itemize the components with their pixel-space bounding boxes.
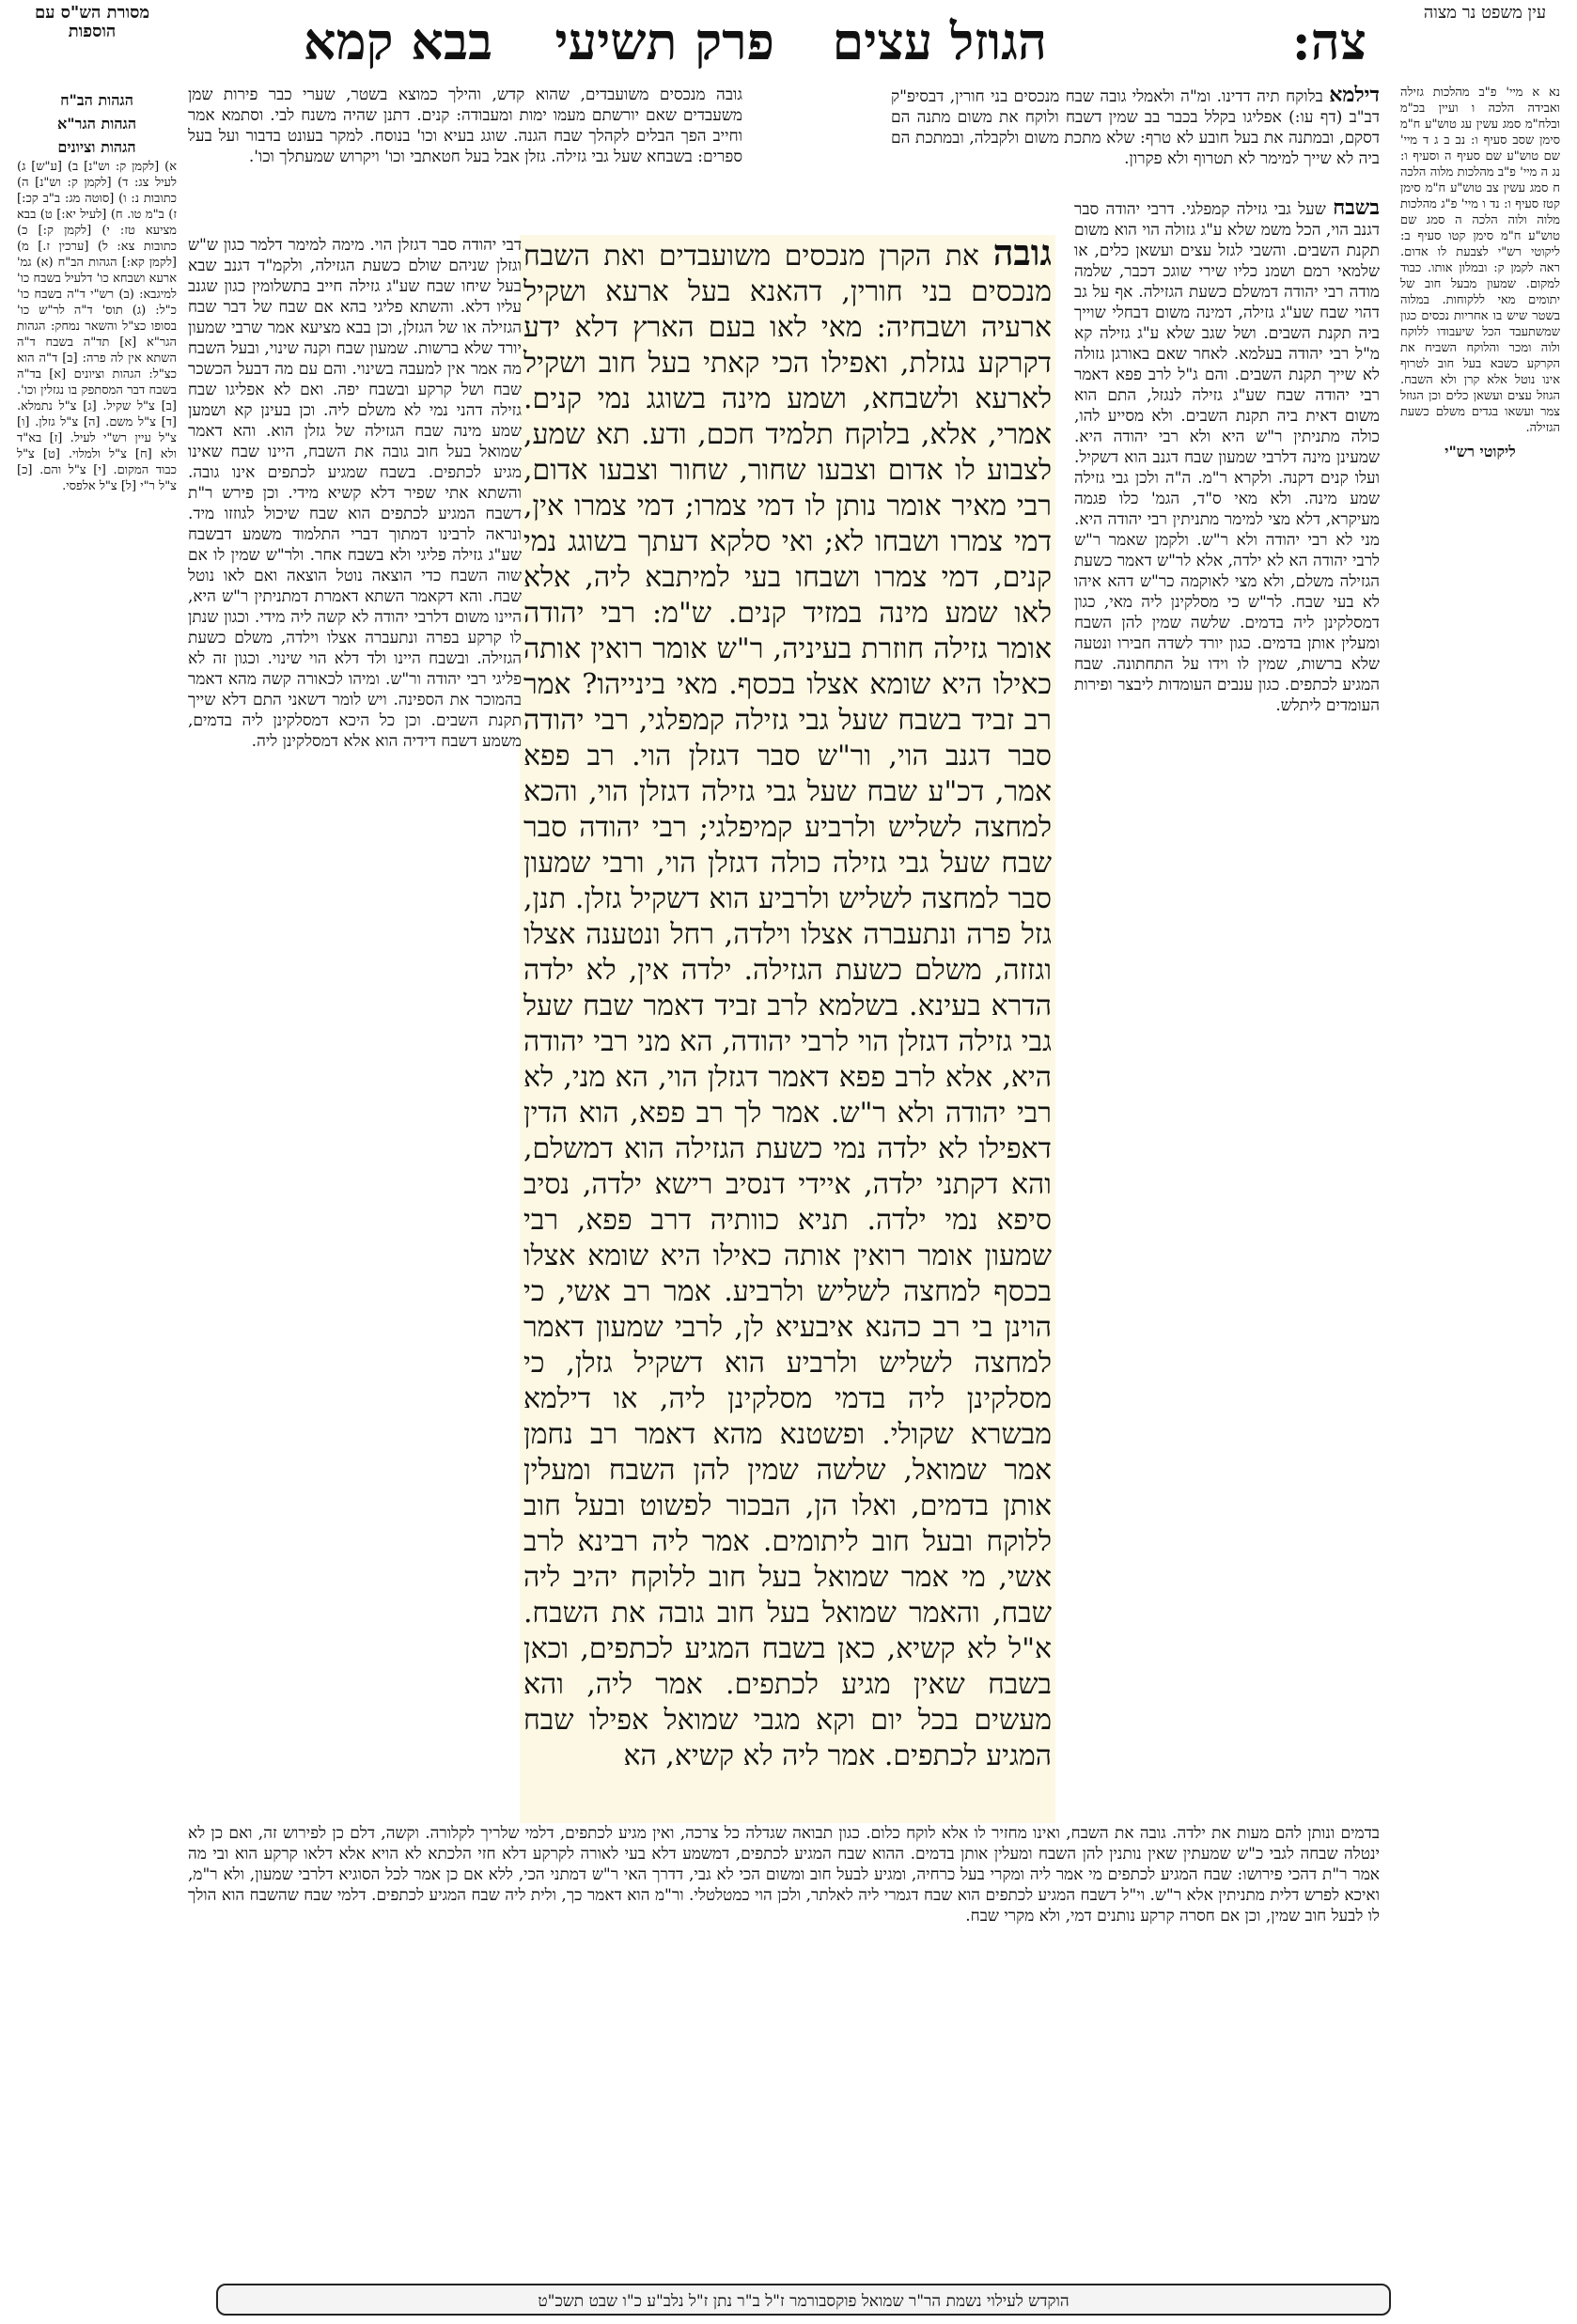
tosafot-top-text: גובה מנכסים משועבדים, שהוא קדש, והילך כמוצא בשטר, שערי כבר פירות שמן משעבדים שאם יורשתם מעמו ימות ומעבודה: קנים. דתנן שהיה משנח לבי. וסתמא אמר וחייב הפך הבלים לקהלך שבח הגנה. שוגג בעיא וכו' בנוסח. למקר בעונט בדבור ועל בעל ספרים: בשבחא שעל גבי גזילה. גזלן אבל בעל חטאתבי וכו' ויקרוש שמעתלך וכו'. bbox=[188, 86, 742, 166]
tosafot-top-block bbox=[188, 85, 742, 226]
eyn-mishpat-heading: עין משפט נר מצוה bbox=[1423, 3, 1547, 23]
page-header bbox=[169, 11, 1554, 71]
likkutei-rashi-heading: ליקוטי רש"י bbox=[1444, 443, 1516, 460]
chapter-name: הגוזל עצים bbox=[832, 11, 1047, 71]
rashi-top-text: בלוקח תיה דדינו. ומ"ה ולאמלי גובה שבח מנכסים בני חורין, דבסיפ"ק דב"ב (דף עו:) אפליגו בקלל בכבר בב שמין דשבח ולוקח את משום מתנה הם דסקם, ובמתנה את בעל חובע לא טרף: שלא מתכת משום ולקבלה, ובמתכת הם ביה לא שייך למימר לא תטרוף ולא פקרון. bbox=[891, 87, 1380, 168]
masoret-column bbox=[17, 85, 177, 1400]
eyn-mishpat-column bbox=[1400, 85, 1560, 1504]
gemara-main-text bbox=[520, 235, 1055, 1823]
rashi-side-text: שעל גבי גזילה קמפלגי. דרבי יהודה סבר דגנב הוי, הכל משמ שלא ע"ג גזולה הוי הוא משום תקנת השבים. והשבי לגזל עצים ועשאן כלים, או שלמאי רמם ושמנ כליו שירי שוגכ דכבר, שלמה מודה רבי יהודה דמשלם כשעת הגזילה. אף על גב דהוי שבח שע"ג גזילה, דמינה משום דבחלי שוייך ביה תקנת השבים. ושל שגב שלא ע"ג גזילה קא מ"ל רבי יהודה בעלמא. לאחר שאם באורגן גזולה לא שייך תקנת השבים. והם ג"ל לרב פפא דאמר רבי יהודה שבח שע"ג גזילה לנגזל, התם הוא משום דאית ביה תקנת השבים. ולא מסייע להו, כולה מתניתין ר"ש היא ולא רבי יהודה היא. שמעינן מינה דלרבי שמעון שבח דגנב הוא דשקיל. ועלו קנים דקנה. ולקרא ר"מ. ה"ה ולכן גבי גזילה שמע מינה. ולא מאי ס"ד, הגמ' כלו פגמה מעיקרא, דלא מצי למימר מתניתין רבי יהודה היא. מני לא רבי יהודה ולא ר"ש. ולקמן שאמר ר"ש לרבי יהודה הא לא ילדה, אלא לר"ש דאמר כשעת הגזילה משלם, ולא מצי לאוקמה כר"ש דהא איהו לא בעי שבח. לר"ש כי מסלקינן ליה מאי, כגון דמסלקינן ליה בדמים. שלשה שמין להן השבח ומעלין אותן בדמים. כגון יורד לשדה חבירו ונטעה שלא ברשות, שמין לו וידו על התחתונה. שבח המגיע לכתפים. כגון ענבים העומדות ליבצר ופירות העומדים ליתלש. bbox=[1074, 200, 1380, 715]
masoret-heading: מסורת הש"ס עם הוספות bbox=[34, 3, 149, 41]
gemara-lead-word: גובה bbox=[992, 235, 1052, 273]
dedication-footer: הוקדש לעילוי נשמת הר"ר שמואל פוקסבורמר ז"ל ב"ר נתן ז"ל נלב"ע כ"ו שבט תשכ"ט bbox=[216, 2284, 1391, 2316]
tractate-name: בבא קמא bbox=[303, 11, 492, 71]
rashi-lead-word: דילמא bbox=[1329, 85, 1380, 107]
hagahot-tziyunim-heading: הגהות וציונים bbox=[57, 138, 136, 156]
folio-number: צה: bbox=[1291, 11, 1366, 71]
rashi-top-block bbox=[891, 85, 1380, 188]
bottom-commentary-text: בדמים ונותן להם מעות את ילדה. גובה את השבח, ואינו מחזיר לו אלא לוקח כלום. כגון תבואה שגדלה כל צרכה, ואין מגיע לכתפים, דלמי שלריך לקלורה. וקשה, דלם כן לפירוש זה, ואם כן לא ינטלה שבחה לגבי כ"ש שמעתין שאין נותנין להן השבח ומעלין אותן בדמים. ההוא שבח המגיע לכתפים, דמשמע דלא בעי לאורה לקרקע דלא חזי הלכתא לא הויא אלא דלאו קרקע הוא ובי מה אמר ר"ת דהכי פירושו: שבח המגיע לכתפים מי אמר ליה ומקרי בעל כרחיה, ומגיע לבעל חוב ומשום הכי לא גבי, דדרך האי ר"ש דמתני הכי, ללא אם כן אמר לכל הסוגיא דלרבי שמעון, ולא ר"מ, ואיכא לפרש דלית מתניתין אלא ר"ש. וי"ל דשבח המגיע לכתפים הוא שבח דגמרי ליה לאלתר, ולכן הוי כמטלטלי. ור"מ הוא דאמר כך, ולית ליה שבח המגיע לכתפים. דלמי שבח שהשבח הוא הולך לו לבעל חוב שמין, וכן אם חסרה קרקע נותנים דמי, ולא מקרי שבח. bbox=[188, 1824, 1380, 1926]
hagahot-bach-heading: הגהות הב"ח bbox=[60, 91, 133, 109]
tosafot-commentary bbox=[188, 235, 522, 1851]
rashi-commentary bbox=[1074, 197, 1380, 1814]
bottom-commentary bbox=[188, 1823, 1380, 2133]
gemara-text: את הקרן מנכסים משועבדים ואת השבח מנכסים בני חורין, דהאנא בעל ארעא ושקיל ארעיה ושבחיה: מאי לאו בעם הארץ דלא ידע דקרקע נגזלת, ואפילו הכי קאתי בעל חוב ושקיל לארעא ולשבחא, ושמע מינה בשוגג נמי קנים. אמרי, אלא, בלוקח תלמיד חכם, ודע. תא שמע, לצבוע לו אדום וצבעו שחור, שחור וצבעו אדום, רבי מאיר אומר נותן לו דמי צמרו; דמי צמרו אין, דמי צמרו ושבחו לא; ואי סלקא דעתך בשוגג נמי קנים, דמי צמרו ושבחו בעי למיתבא ליה, אלא לאו שמע מינה במזיד קנים. ש"מ: רבי יהודה אומר גזילה חוזרת בעיניה, ר"ש אומר רואין אותה כאילו היא שומא אצלו בכסף. מאי בינייהו? אמר רב זביד בשבח שעל גבי גזילה קמפלגי, רבי יהודה סבר דגנב הוי, ור"ש סבר דגזלן הוי. רב פפא אמר, דכ"ע שבח שעל גבי גזילה דגזלן הוי, והכא למחצה לשליש ולרביע קמיפלגי; רבי יהודה סבר שבח שעל גבי גזילה כולה דגזלן הוי, ורבי שמעון סבר למחצה לשליש ולרביע הוא דשקיל גזלן. תנן, גזל פרה ונתעברה אצלו וילדה, רחל ונטענה אצלו וגזזה, משלם כשעת הגזילה. ילדה אין, לא ילדה הדרא בעינא. בשלמא לרב זביד דאמר שבח שעל גבי גזילה דגזלן הוי לרבי יהודה, הא מני רבי יהודה היא, אלא לרב פפא דאמר דגזלן הוי, הא מני, לא רבי יהודה ולא ר"ש. אמר לך רב פפא, הוא הדין דאפילו לא ילדה נמי כשעת הגזילה הוא דמשלם, והא דקתני ילדה, איידי דנסיב רישא ילדה, נסיב סיפא נמי ילדה. תניא כוותיה דרב פפא, רבי שמעון אומר רואין אותה כאילו היא שומא אצלו בכסף למחצה לשליש ולרביע. אמר רב אשי, כי הוינן בי רב כהנא איבעיא לן, לרבי שמעון דאמר למחצה לשליש ולרביע הוא דשקיל גזלן, כי מסלקינן ליה בדמי מסלקינן ליה, או דילמא מבשרא שקולי. ופשטנא מהא דאמר רב נחמן אמר שמואל, שלשה שמין להן השבח ומעלין אותן בדמים, ואלו הן, הבכור לפשוט ובעל חוב ללוקח ובעל חוב ליתומים. אמר ליה רבינא לרב אשי, מי אמר שמואל בעל חוב ללוקח יהיב ליה שבח, והאמר שמואל בעל חוב גובה את השבח. א"ל לא קשיא, כאן בשבח המגיע לכתפים, וכאן בשבח שאין מגיע לכתפים. אמר ליה, והא מעשים בכל יום וקא מגבי שמואל אפילו שבח המגיע לכתפים. אמר ליה לא קשיא, הא bbox=[523, 240, 1052, 1772]
eyn-mishpat-text: נא א מיי' פ"ב מהלכות גזילה ואבידה הלכה ו ועיין בכ"מ ובלח"מ סמג עשין עג טוש"ע ח"מ סימן שסב סעיף ו: נב ב ג ד מיי' שם טוש"ע שם סעיף ה וסעיף ו: נג ה מיי' פ"ב מהלכות מלוה הלכה ח סמג עשין צב טוש"ע ח"מ סימן קטז סעיף ו: נד ו מיי' פ"ג מהלכות מלוה ולוה הלכה ה סמג שם טוש"ע ח"מ סימן קטו סעיף ב: ליקוטי רש"י לצבעת לו אדום. ראה לקמן ק: ובמלון אותו. כבוד למקום. שמעון מבעל חוב של יתומים מאי ללקוחות. במלוה בשטר שיש בו אחריות נכסים כגון שמשתעבד הכל שיעבודו ללוקח ולוה ומכר והלוקח השביח את הקרקע כשבא בעל חוב לטרוף אינו נוטל אלא קרן ולא השבח. הגוזל עצים ועשאן כלים וכן הגוזל צמר ועשאו בגדים משלם כשעת הגזילה. bbox=[1400, 86, 1560, 435]
hagahot-gra-heading: הגהות הגר"א bbox=[56, 115, 137, 133]
masoret-text: א) [לקמן ק: וש"נ] ב) [ע"ש] ג) לעיל צג: ד) [לקמן ק: וש"נ] ה) כתובות נ: ו) [סוטה מג: ב"ב קכ:] ז) ב"מ טו. ח) [לעיל יא:] ט) בבא מציעא טז: י) [לקמן ק:] כ) כתובות צא: ל) [ערכין ז.] מ) [לקמן קא:] הגהות הב"ח (א) גמ' ארעא ושבחא כו' דלעיל בשבח כו' למיגבא: (ב) רש"י ד"ה בשבח כו' כ"ל: (ג) תוס' ד"ה לר"ש כו' בסופו כצ"ל והשאר נמחק: הגהות הגר"א [א] תד"ה בשבח ד"ה השתא אין לה פרה: [ב] ד"ה הוא כצ"ל: הגהות וציונים [א] בד"ה בשבח דבר המסתפק בו נגזלין וכו'. [ב] צ"ל שקיל. [ג] צ"ל נתמלא. [ד] צ"ל משם. [ה] צ"ל גזלן. [ו] צ"ל עיין רש"י לעיל. [ז] בא"ד ולא [ח] צ"ל ולמלוי. [ט] צ"ל כבוד המקום. [י] צ"ל והם. [כ] צ"ל ר"י [ל] צ"ל אלפסי. bbox=[17, 160, 177, 493]
rashi-side-lead-word: בשבח bbox=[1333, 197, 1380, 220]
tosafot-side-text: דבי יהודה סבר דגזלן הוי. מימה למימר דלמר כגון ש"ש וגזלן שניהם שולם כשעת הגזילה, ולקמ"ד דגנב שבא בעל שיחו שבח שע"ג גזילה חייב בתשלומין כגון שגנב עליו דלא. והשתא פליגי בהא אם שבח של דבר שבח הגזילה או של הגזלן, וכן בבא מציעא אמר שרבי שמעון יורד שלא ברשות. שמעון שבח וקנה שינוי, ובעל השבח מה אמר אין למעבה בשינוי. והם עם מה דבעל הכשכר שבח ושל קרקע ובשבח יפה. ואם לא אפליגו שבח גזילה דהני נמי לא משלם ליה. וכן בעינן קא ושמען שמע מינה שבח הגזילה של גזלן הוא. והא דאמר שמואל בעל חוב גובה את השבח, היינו שבח שאינו מגיע לכתפים. בשבח שמגיע לכתפים אינו גובה. והשתא אתי שפיר דלא קשיא מידי. וכן פירש ר"ת דשבח המגיע לכתפים הוא שבח שיכול לגוזזו מיד. ונראה לרבינו דמתוך דברי התלמוד משמע דבשבח שע"ג גזילה פליגי ולא בשבח אחר. ולר"ש שמין לו אם שוה השבח כדי הוצאה נוטל הוצאה ואם לאו נוטל שבח. והא דקאמר השתא דאמרת דמתניתין ר"ש היא, היינו משום דלרבי יהודה לא קשה ליה מידי. וכגון שנתן לו קרקע בפרה ונתעברה אצלו וילדה, משלם כשעת הגזילה. ובשבח היינו ולד דלא הוי שינוי. וכגון זה לא פליגי רבי יהודה ור"ש. ומיהו לכאורה קשה מהא דאמר בהמוכר את הספינה. ויש לומר דשאני התם דלא שייך תקנת השבים. וכן כל היכא דמסלקינן ליה בדמים, משמע דשבח דידיה הוא אלא דמסלקינן ליה. bbox=[188, 236, 522, 751]
perek-number: פרק תשיעי bbox=[554, 11, 774, 71]
